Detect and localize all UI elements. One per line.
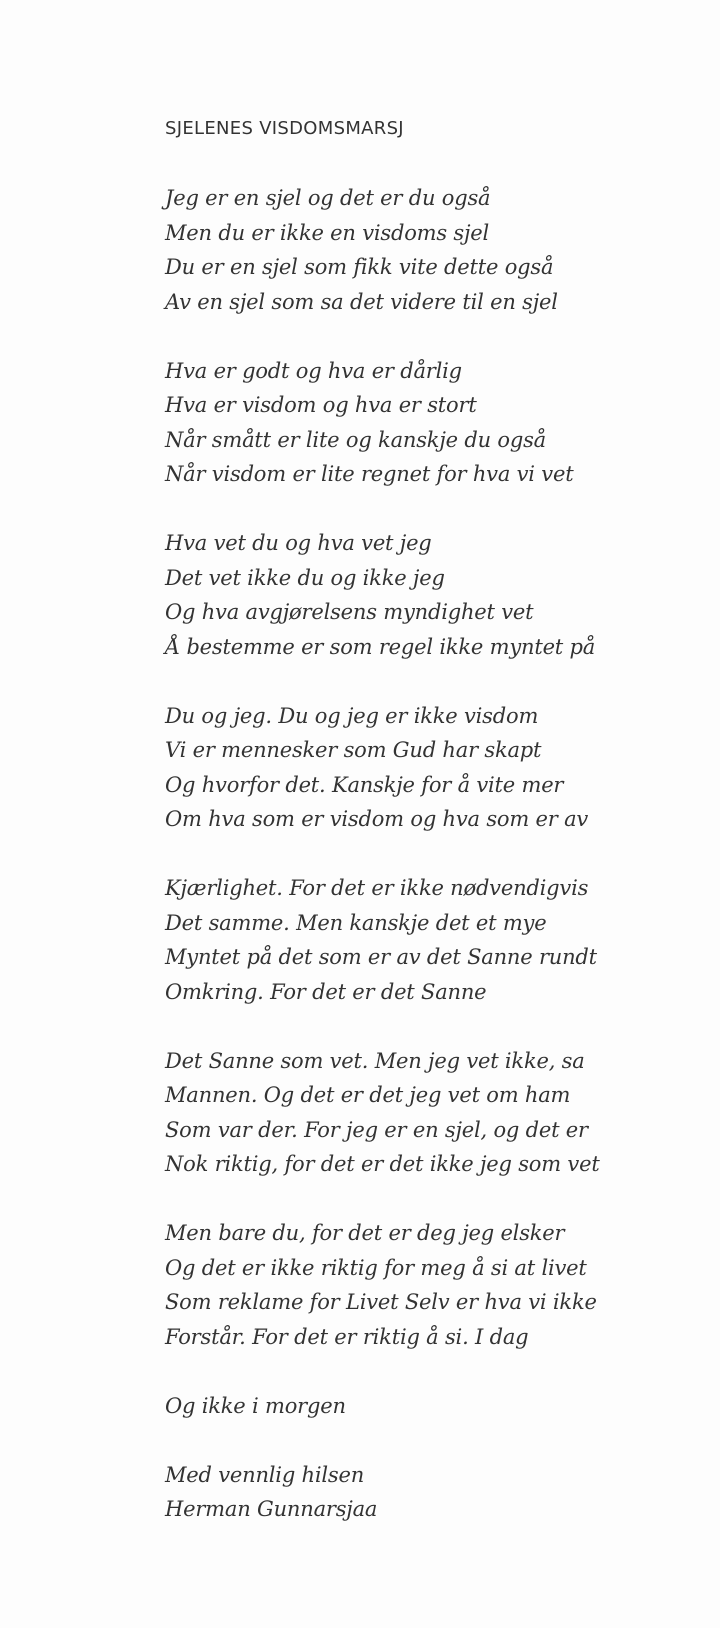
poem-line: Og hvorfor det. Kanskje for å vite mer — [165, 772, 564, 797]
poem-line: Jeg er en sjel og det er du også — [165, 186, 491, 210]
stanza-4 — [165, 699, 705, 837]
poem-line: Av en sjel som sa det videre til en sjel — [165, 289, 558, 314]
poem-line: Når visdom er lite regnet for hva vi vet — [165, 462, 574, 486]
signature-block — [165, 1458, 705, 1527]
stanza-7 — [165, 1216, 705, 1354]
poem-line: Omkring. For det er det Sanne — [165, 979, 487, 1004]
poem — [165, 112, 705, 1527]
signature-greeting: Med vennlig hilsen — [165, 1462, 365, 1487]
poem-line: Men du er ikke en visdoms sjel — [165, 220, 490, 245]
stanza-6 — [165, 1044, 705, 1182]
stanza-2 — [165, 354, 705, 492]
poem-line: Og hva avgjørelsens myndighet vet — [165, 600, 534, 624]
stanza-8 — [165, 1389, 705, 1424]
poem-line: Mannen. Og det er det jeg vet om ham — [165, 1083, 571, 1107]
poem-line: Når smått er lite og kanskje du også — [165, 427, 546, 452]
poem-line: Som var der. For jeg er en sjel, og det er — [165, 1117, 588, 1142]
poem-line: Myntet på det som er av det Sanne rundt — [165, 945, 597, 969]
poem-line: Vi er mennesker som Gud har skapt — [165, 738, 542, 762]
stanza-1 — [165, 181, 705, 319]
poem-line: Hva vet du og hva vet jeg — [165, 531, 432, 555]
poem-line: Du og jeg. Du og jeg er ikke visdom — [165, 703, 539, 728]
stanza-5 — [165, 871, 705, 1009]
poem-line: Og det er ikke riktig for meg å si at livet — [165, 1255, 587, 1280]
signature-name: Herman Gunnarsjaa — [165, 1497, 378, 1521]
poem-line: Nok riktig, for det er det ikke jeg som vet — [165, 1152, 600, 1176]
stanza-3 — [165, 526, 705, 664]
poem-line: Du er en sjel som fikk vite dette også — [165, 255, 554, 279]
poem-line: Hva er godt og hva er dårlig — [165, 358, 462, 383]
poem-line: Forstår. For det er riktig å si. I dag — [165, 1324, 529, 1349]
poem-line: Det Sanne som vet. Men jeg vet ikke, sa — [165, 1048, 585, 1073]
poem-line: Som reklame for Livet Selv er hva vi ikke — [165, 1290, 597, 1314]
poem-line: Det vet ikke du og ikke jeg — [165, 565, 445, 590]
poem-line: Det samme. Men kanskje det et mye — [165, 910, 547, 935]
poem-line: Og ikke i morgen — [165, 1393, 346, 1418]
poem-line: Kjærlighet. For det er ikke nødvendigvis — [165, 876, 589, 900]
poem-line: Men bare du, for det er deg jeg elsker — [165, 1221, 565, 1245]
poem-line: Hva er visdom og hva er stort — [165, 393, 477, 417]
poem-line: Å bestemme er som regel ikke myntet på — [165, 634, 596, 659]
poem-line: Om hva som er visdom og hva som er av — [165, 807, 589, 831]
poem-title: SJELENES VISDOMSMARSJ — [165, 118, 404, 139]
